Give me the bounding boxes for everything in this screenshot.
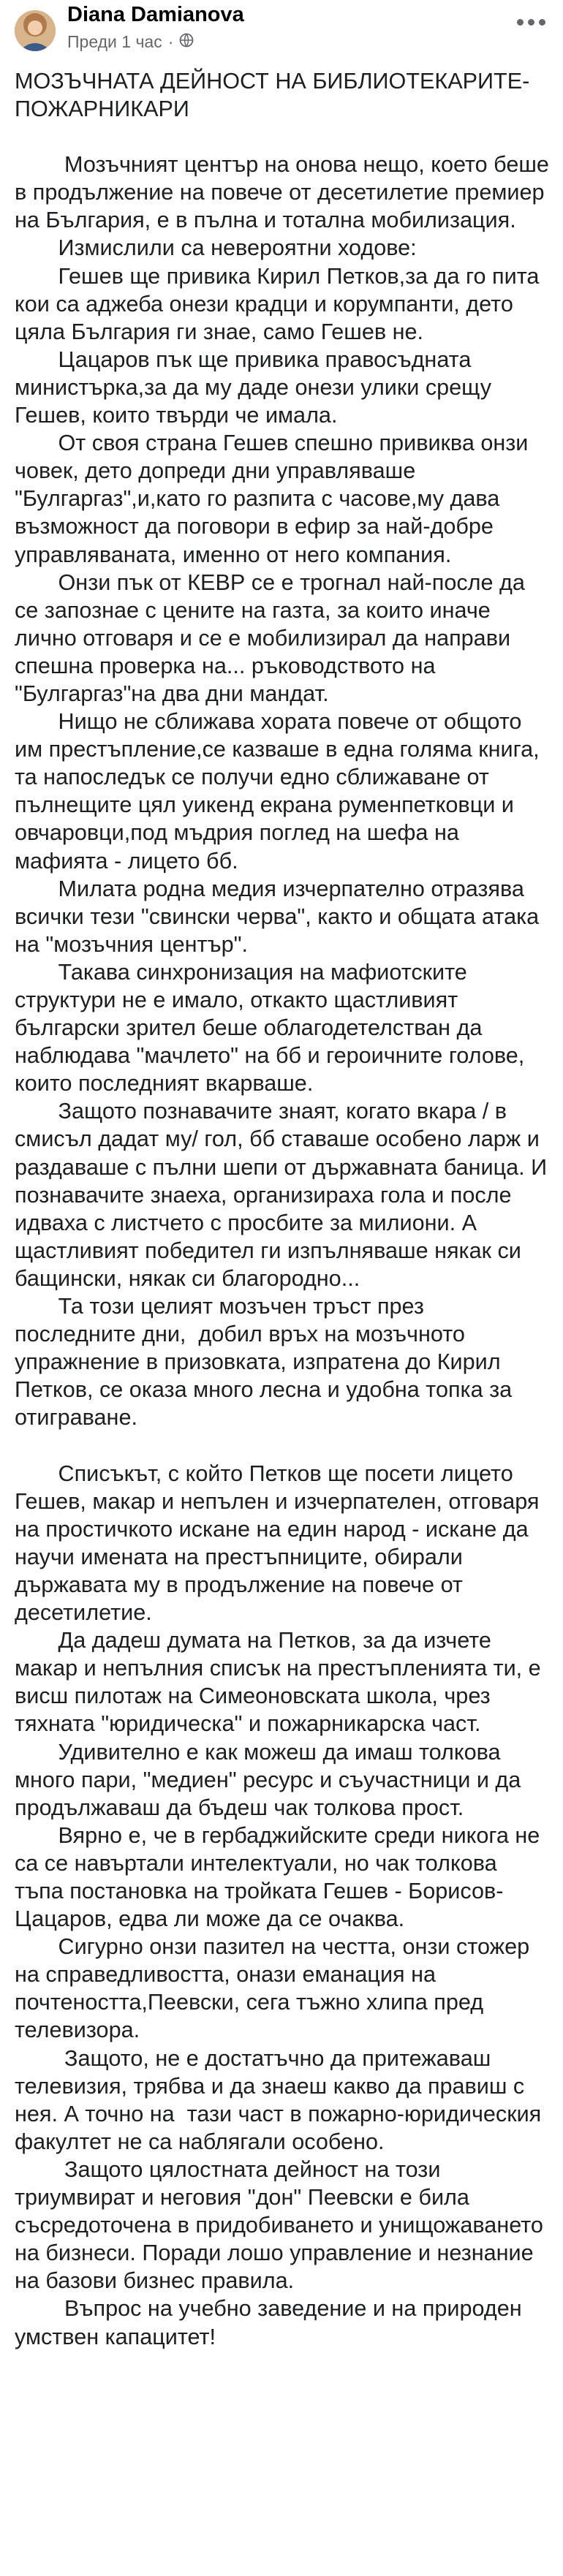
paragraph: Та този целият мозъчен тръст през последните дни, добил връх на мозъчното упражнение в призовката, изпратена до Кирил Петков, се оказа много лесна и удобна топка за отиграване. — [15, 1294, 518, 1431]
paragraph: Измислили са невероятни ходове: — [15, 235, 417, 261]
paragraph: Да дадеш думата на Петков, за да изчете макар и непълния списък на престъпленията ти, е висш пилотаж на Симеоновската школа, чрез тяхната "юридическа" и пожарникарска част. — [15, 1628, 548, 1737]
post-header — [0, 0, 563, 57]
paragraph: Вярно е, че в гербаджийските среди никога не са се навъртали интелектуали, но чак толкова тъпа постановка на тройката Гешев - Борисов- Цацаров, едва ли може да се очаква. — [15, 1822, 546, 1932]
empty-line — [15, 1432, 550, 1460]
more-options-icon[interactable] — [509, 7, 553, 37]
paragraph: Онзи пък от КЕВР се е трогнал най-после да се запознае с цените на газта, за които иначе лично отговаря и се е мобилизирал да направи спешна проверка на... ръководството на "Булгаргаз"на два дни мандат. — [15, 569, 532, 706]
paragraph: Нищо не сближава хората повече от общото им престъпление,се казваше в една голяма книга, та напоследък се получи едно сближаване от пълнещите цял уикенд екрана руменпетковци и овчаровци,под мъдрия поглед на шефа на мафията - лицето бб. — [15, 709, 546, 874]
public-globe-icon — [179, 32, 194, 52]
post-time[interactable]: Преди 1 час — [67, 32, 162, 51]
paragraph: Милата родна медия изчерпателно отразява всички тези "свински черва", както и общата атака на "мозъчния център". — [15, 876, 545, 957]
paragraph: Защото цялостната дейност на този триумвират и неговия "дон" Пеевски е била съсредоточена в придобиването и унищожаването на бизнеси. Поради лошо управление и незнание на базови бизнес правила. — [15, 2156, 550, 2294]
paragraph: Мозъчният център на онова нещо, което беше в продължение на повече от десетилетие премиер на България, е в пълна и тотална мобилизация. — [15, 152, 556, 233]
post-meta — [67, 32, 194, 52]
paragraph: Сигурно онзи пазител на честта, онзи стожер на справедливостта, онази еманация на почтеността,Пеевски, сега тъжно хлипа пред телевизора. — [15, 1934, 536, 2043]
paragraph: От своя страна Гешев спешно привиква онзи човек, дето допреди дни управляваше "Булгаргаз",и,като го разпита с часове,му дава възможност да поговори в ефир за най-добре управляваната, именно от него компания. — [15, 431, 534, 567]
paragraph: Списъкът, с който Петков ще посети лицето Гешев, макар и непълен и изчерпателен, отговаря на простичкото искане на един народ - искане да научи имената на престъпниците, обирали държавата му в продължение на повече от десетилетие. — [15, 1461, 545, 1626]
avatar[interactable] — [15, 10, 56, 51]
paragraph: Такава синхронизация на мафиотските структури не е имало, откакто щастливият български зрител беше облагодетелстван да наблюдава "мачлето" на бб и героичните голове, които последният вкарваше. — [15, 959, 531, 1096]
meta-separator: · — [167, 32, 174, 51]
paragraph: Удивително е как можеш да имаш толкова много пари, "медиен" ресурс и съучастници и да продължаваш да бъдеш чак толкова прост. — [15, 1739, 527, 1820]
post-title: МОЗЪЧНАТА ДЕЙНОСТ НА БИБЛИОТЕКАРИТЕ-ПОЖАРНИКАРИ — [15, 69, 530, 122]
paragraph: Защото познавачите знаят, когато вкара / в смисъл дадат му/ гол, бб ставаше особено ларж и раздаваше с пълни шепи от държавната баница. И познавачите знаеха, организираха гола и после идваха с листчето с просбите за милиони. А щастливият победител ги изпълняваше някак си бащински, някак си благородно... — [15, 1099, 553, 1291]
post-body — [15, 67, 556, 2351]
paragraph: Въпрос на учебно заведение и на природен умствен капацитет! — [15, 2296, 529, 2349]
author-name[interactable]: Diana Damianova — [67, 3, 244, 26]
paragraph: Защото, не е достатъчно да притежаваш телевизия, трябва и да знаеш какво да правиш с нея. А точно на тази част в пожарно-юридическия факултет не са наблягали особено. — [15, 2045, 548, 2154]
paragraph: Гешев ще привика Кирил Петков,за да го пита кои са аджеба онези крадци и корумпанти, дето цяла България ги знае, само Гешев не. — [15, 263, 545, 344]
paragraph: Цацаров пък ще привика правосъдната министърка,за да му даде онези улики срещу Гешев, които твърди че имала. — [15, 346, 498, 428]
